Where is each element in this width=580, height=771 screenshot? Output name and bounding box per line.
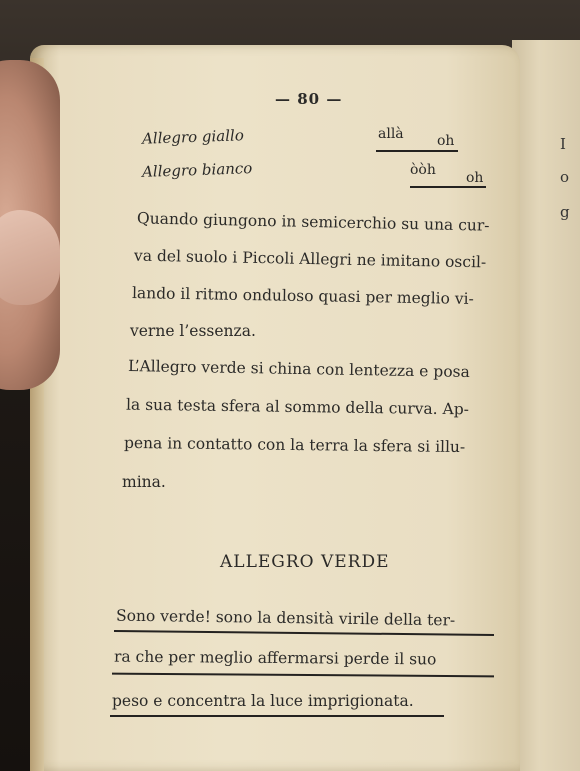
paragraph-line: Sono verde! sono la densità virile della ter- [115, 606, 456, 630]
facing-page-glyph: o [560, 168, 570, 186]
page-number: — 80 — [275, 90, 343, 108]
paragraph-line: peso e concentra la luce imprigionata. [112, 692, 414, 710]
thumb [0, 210, 60, 305]
paragraph-line: ra che per meglio affermarsi perde il suo [113, 647, 437, 669]
paragraph-line: Quando giungono in semicerchio su una cur- [136, 209, 490, 235]
list-item-name: Allegro bianco [141, 159, 253, 181]
list-item-sound: oh [466, 170, 484, 186]
paragraph-line: va del suolo i Piccoli Allegri ne imitano oscil- [133, 246, 487, 272]
paragraph-line: la sua testa sfera al sommo della curva. Ap- [125, 395, 470, 419]
underline [376, 150, 458, 152]
facing-page-glyph: I [560, 135, 566, 153]
paragraph-line: L’Allegro verde si china con lentezza e posa [127, 357, 470, 381]
facing-page [512, 40, 580, 771]
underline [110, 715, 444, 717]
facing-page-glyph: g [560, 203, 570, 221]
section-heading: ALLEGRO VERDE [220, 552, 390, 572]
list-item-sound: oh [437, 133, 455, 149]
paragraph-line: verne l’essenza. [130, 322, 256, 340]
list-item-sound: allà [378, 126, 404, 142]
list-item-sound: òòh [410, 162, 436, 178]
paragraph-line: pena in contatto con la terra la sfera si illu- [123, 433, 466, 457]
list-item-name: Allegro giallo [141, 126, 245, 148]
underline [410, 186, 486, 188]
paragraph-line: mina. [122, 473, 166, 491]
paragraph-line: lando il ritmo onduloso quasi per meglio vi- [131, 284, 474, 308]
